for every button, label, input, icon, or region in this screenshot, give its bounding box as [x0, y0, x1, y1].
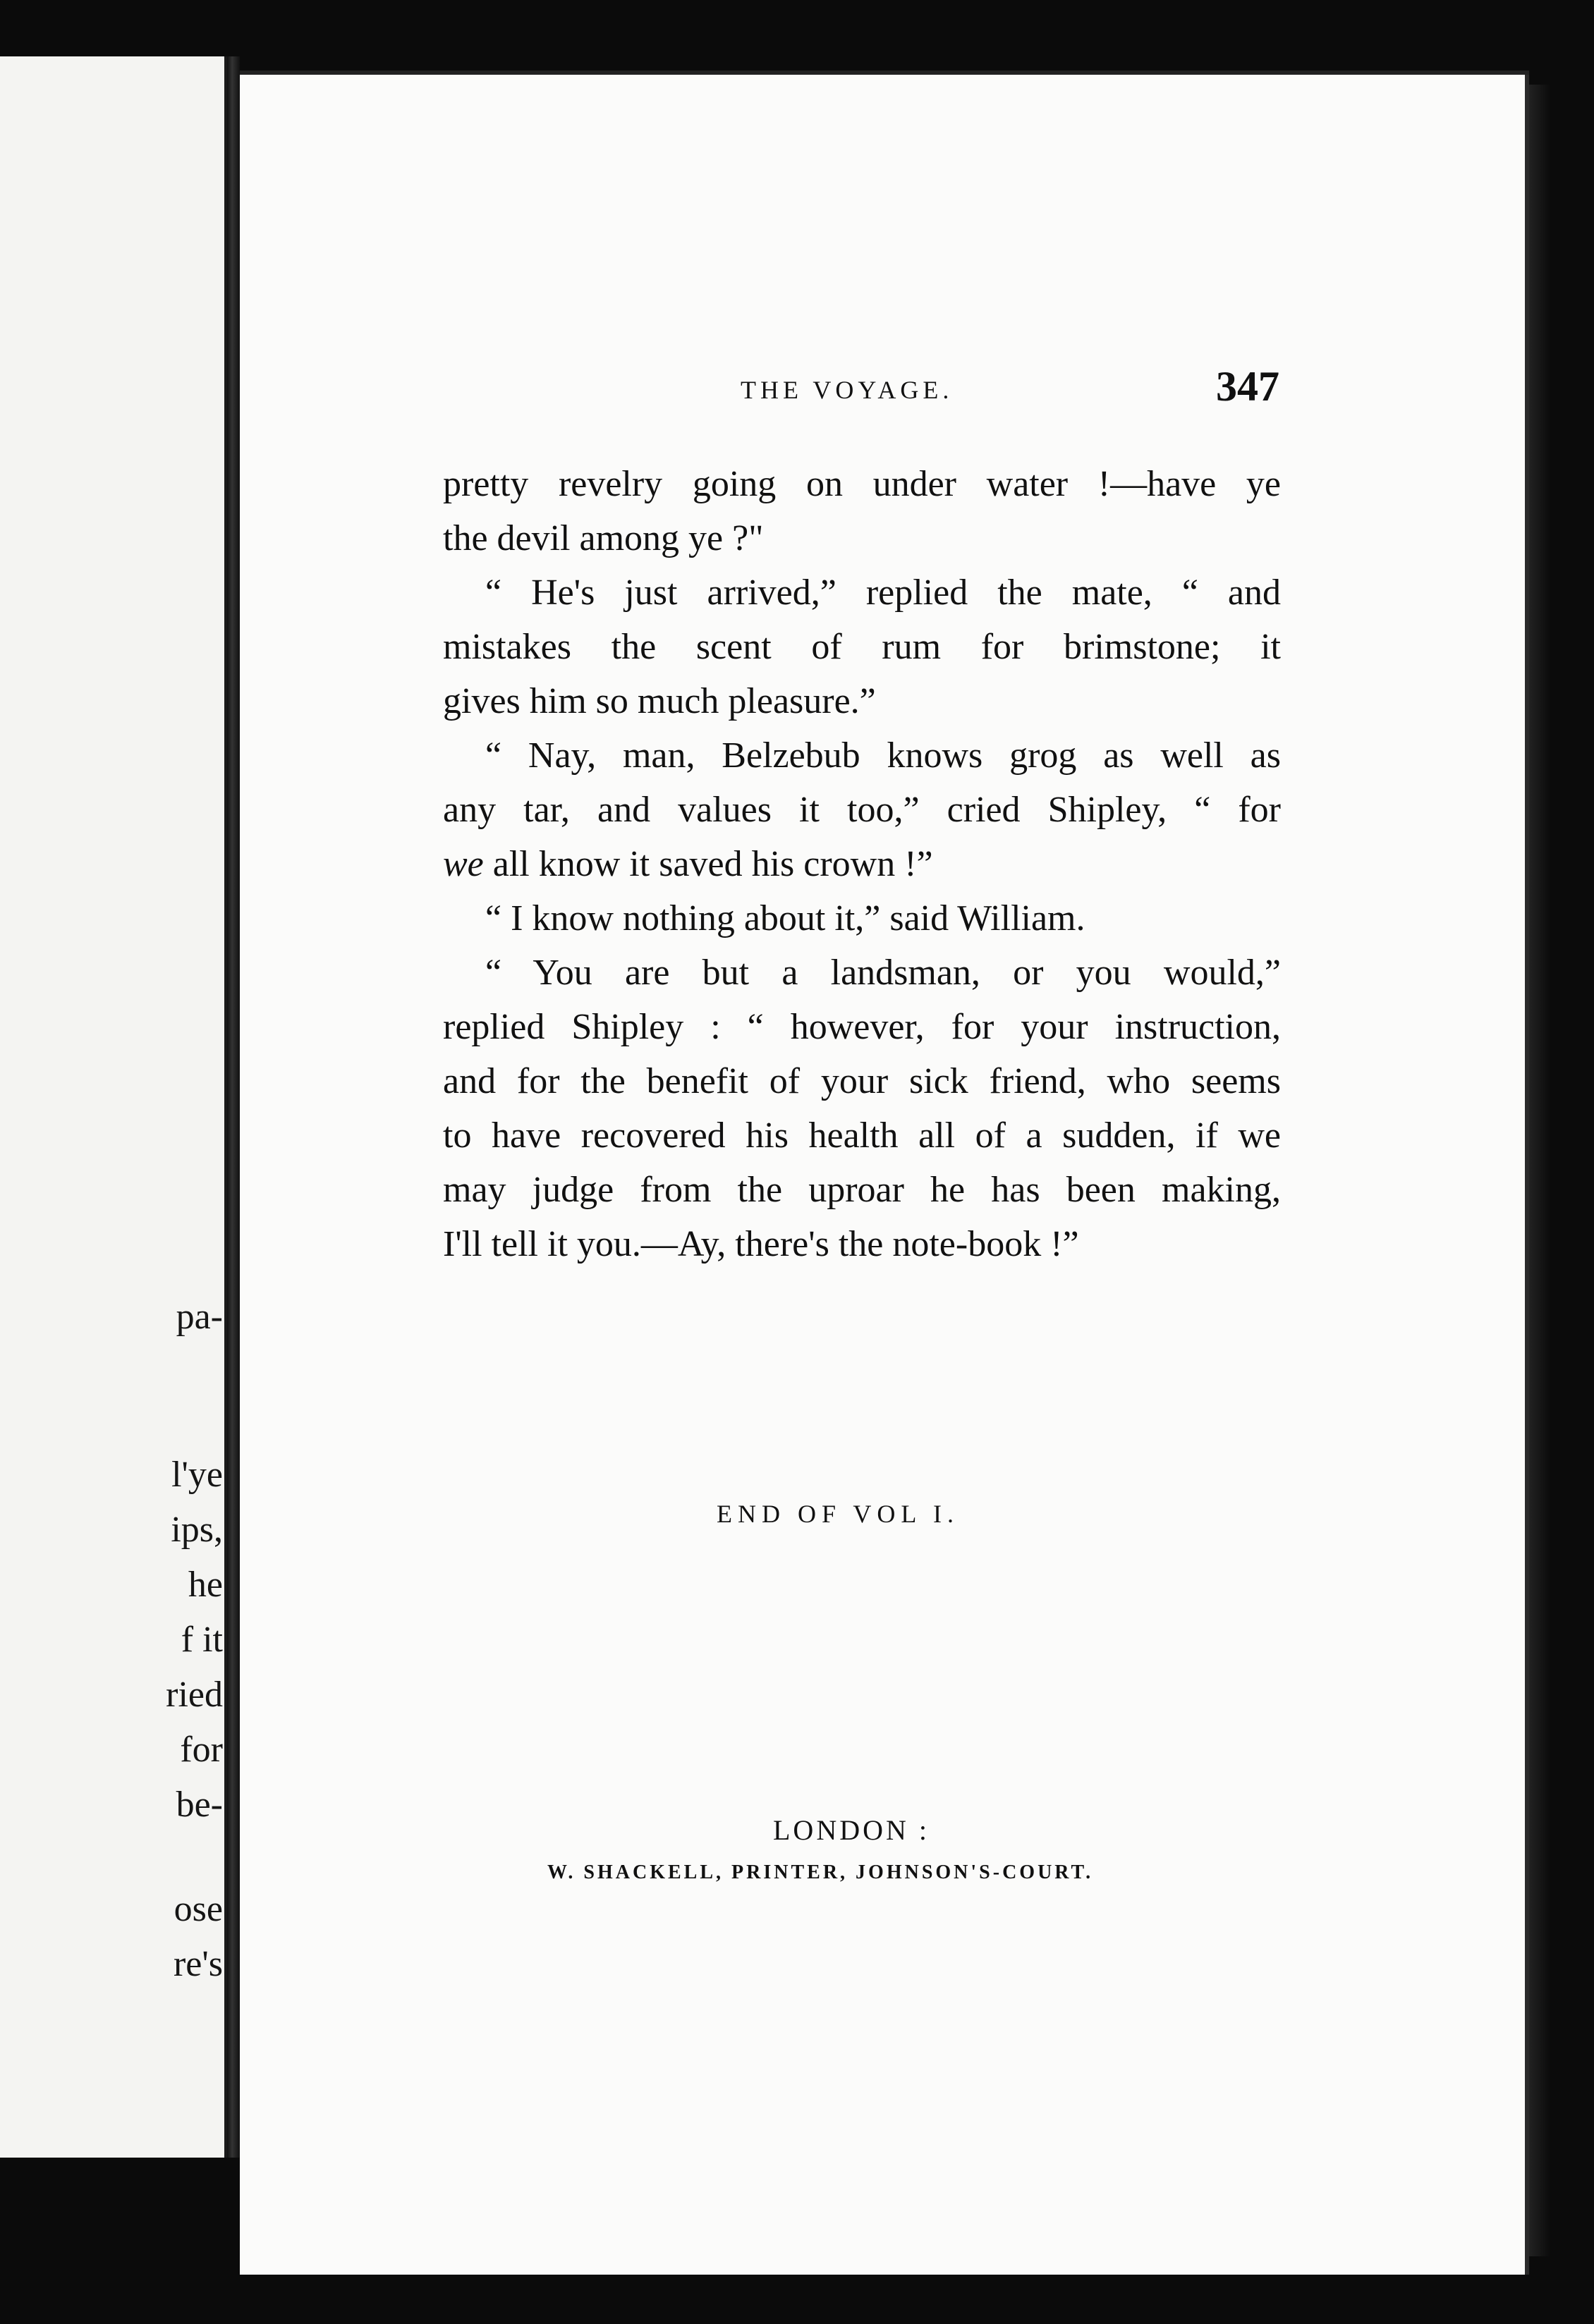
- text-line: “ You are but a landsman, or you would,”: [485, 953, 1281, 993]
- text-line: “ He's just arrived,” replied the mate, “ and: [485, 573, 1281, 613]
- text-line: and for the benefit of your sick friend, who seems: [443, 1061, 1281, 1101]
- text-line: pretty revelry going on under water !—have ye: [443, 464, 1281, 504]
- end-of-volume-note: END OF VOL I.: [717, 1500, 959, 1528]
- left-page-fragment: pa-: [176, 1297, 223, 1337]
- left-page-fragment: l'ye: [171, 1455, 223, 1495]
- text-line-rest: all know it saved his crown !”: [483, 844, 933, 884]
- page-number: 347: [1216, 363, 1279, 410]
- text-line: to have recovered his health all of a sudden, if we: [443, 1115, 1281, 1156]
- page-edge-shadow: [1529, 85, 1550, 2256]
- running-header: THE VOYAGE.: [741, 376, 954, 404]
- text-line: “ Nay, man, Belzebub knows grog as well as: [485, 735, 1281, 776]
- left-page-fragment: ose: [174, 1889, 223, 1929]
- italic-word: we: [443, 844, 484, 884]
- book-gutter: [227, 56, 240, 2158]
- left-page-fragment: be-: [176, 1785, 223, 1825]
- left-page-fragment: f it: [181, 1620, 223, 1660]
- text-line: mistakes the scent of rum for brimstone; it: [443, 627, 1281, 667]
- text-line: I'll tell it you.—Ay, there's the note-book !”: [443, 1224, 1079, 1264]
- left-page-fragment: re's: [173, 1944, 223, 1984]
- previous-page-edge: [0, 56, 227, 2158]
- text-line: replied Shipley : “ however, for your instruction,: [443, 1007, 1281, 1047]
- body-text: [443, 457, 1281, 1271]
- text-line: the devil among ye ?": [443, 518, 764, 558]
- left-page-fragment: ried: [166, 1675, 223, 1715]
- text-line: [443, 837, 1281, 891]
- left-page-fragment: for: [180, 1730, 223, 1770]
- left-page-fragment: he: [188, 1565, 223, 1605]
- imprint-city: LONDON :: [773, 1814, 930, 1846]
- text-line: may judge from the uproar he has been making,: [443, 1170, 1281, 1210]
- text-line: any tar, and values it too,” cried Shipley, “ for: [443, 790, 1281, 830]
- imprint-printer: W. SHACKELL, PRINTER, JOHNSON'S-COURT.: [547, 1861, 1094, 1883]
- left-page-fragment: ips,: [171, 1510, 223, 1550]
- text-line: “ I know nothing about it,” said William.: [485, 898, 1085, 938]
- text-line: gives him so much pleasure.”: [443, 681, 876, 721]
